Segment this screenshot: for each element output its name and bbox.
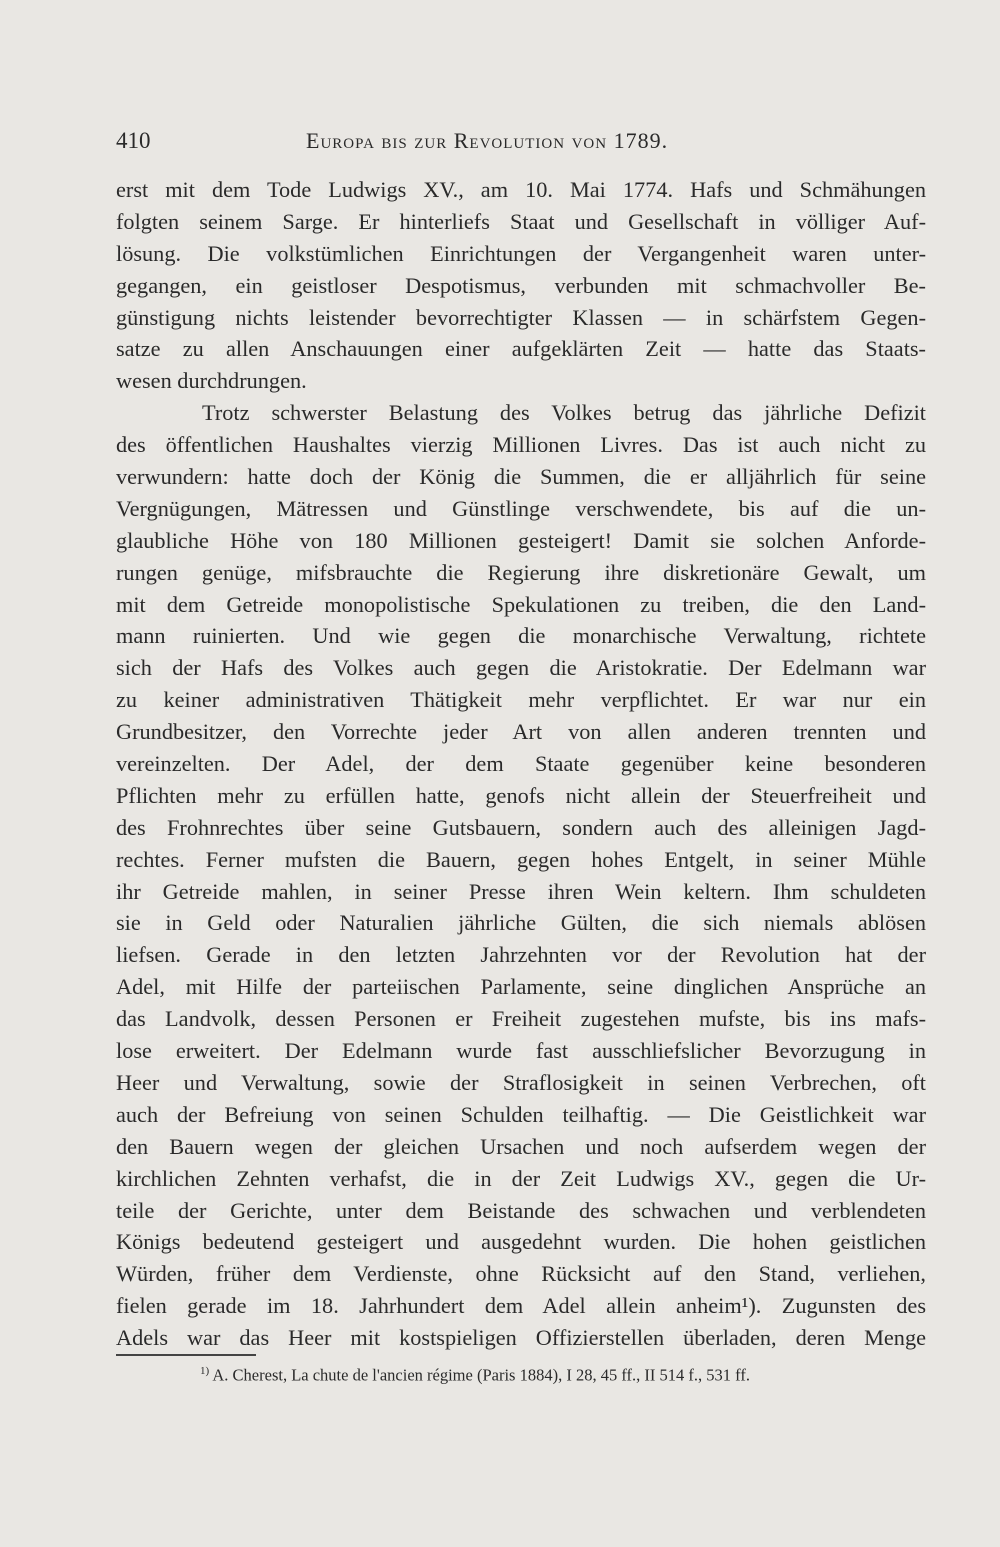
text-line: wesen durchdrungen. [116, 368, 307, 394]
text-line: teile der Gerichte, unter dem Beistande des schwachen und verblendeten [116, 1197, 926, 1223]
text-line: zu keiner administrativen Thätigkeit mehr verpflichtet. Er war nur ein [116, 687, 926, 713]
page-header [116, 126, 926, 156]
footnote [200, 1360, 940, 1387]
running-head: Europa bis zur Revolution von 1789. [306, 128, 669, 153]
text-line: sie in Geld oder Naturalien jährliche Gülten, die sich niemals ablösen [116, 910, 926, 936]
text-line: sich der Hafs des Volkes auch gegen die Aristokratie. Der Edelmann war [116, 655, 926, 681]
text-line: das Landvolk, dessen Personen er Freiheit zugestehen mufste, bis ins mafs- [116, 1006, 926, 1032]
text-line: glaubliche Höhe von 180 Millionen gesteigert! Damit sie solchen Anforde- [116, 527, 926, 553]
text-line: rungen genüge, mifsbrauchte die Regierung ihre diskretionäre Gewalt, um [116, 559, 926, 585]
text-line: Königs bedeutend gesteigert und ausgedehnt wurden. Die hohen geistlichen [116, 1229, 926, 1255]
text-line: folgten seinem Sarge. Er hinterliefs Staat und Gesellschaft in völliger Auf- [116, 208, 926, 234]
text-line: günstigung nichts leistender bevorrechtigter Klassen — in schärfstem Gegen- [116, 304, 926, 330]
text-line: den Bauern wegen der gleichen Ursachen und noch aufserdem wegen der [116, 1133, 926, 1159]
text-line: rechtes. Ferner mufsten die Bauern, gegen hohes Entgelt, in seiner Mühle [116, 846, 926, 872]
text-line: Vergnügungen, Mätressen und Günstlinge verschwendete, bis auf die un- [116, 495, 926, 521]
footnote-divider [116, 1354, 256, 1356]
text-line: Adel, mit Hilfe der parteiischen Parlamente, seine dinglichen Ansprüche an [116, 974, 926, 1000]
text-line: verwundern: hatte doch der König die Summen, die er alljährlich für seine [116, 464, 926, 490]
text-line: lose erweitert. Der Edelmann wurde fast ausschliefslicher Bevorzugung in [116, 1038, 926, 1064]
footnote-marker: 1) [200, 1365, 210, 1377]
text-line: Pflichten mehr zu erfüllen hatte, genofs nicht allein der Steuerfreiheit und [116, 782, 926, 808]
text-line: mann ruinierten. Und wie gegen die monarchische Verwaltung, richtete [116, 623, 926, 649]
body-text [116, 174, 926, 1354]
text-line: lösung. Die volkstümlichen Einrichtungen der Vergangenheit waren unter- [116, 240, 926, 266]
text-line: kirchlichen Zehnten verhafst, die in der Zeit Ludwigs XV., gegen die Ur- [116, 1165, 926, 1191]
text-line: fielen gerade im 18. Jahrhundert dem Adel allein anheim¹). Zugunsten des [116, 1293, 926, 1319]
text-line: ihr Getreide mahlen, in seiner Presse ihren Wein keltern. Ihm schuldeten [116, 878, 926, 904]
text-line: Heer und Verwaltung, sowie der Straflosigkeit in seinen Verbrechen, oft [116, 1069, 926, 1095]
text-line: liefsen. Gerade in den letzten Jahrzehnten vor der Revolution hat der [116, 942, 926, 968]
text-line: gegangen, ein geistloser Despotismus, verbunden mit schmachvoller Be- [116, 272, 926, 298]
text-line: Grundbesitzer, den Vorrechte jeder Art von allen anderen trennten und [116, 719, 926, 745]
text-line: Adels war das Heer mit kostspieligen Offizierstellen überladen, deren Menge [116, 1325, 926, 1351]
footnote-text: A. Cherest, La chute de l'ancien régime (Paris 1884), I 28, 45 ff., II 514 f., 531 ff. [212, 1365, 750, 1385]
text-line: auch der Befreiung von seinen Schulden teilhaftig. — Die Geistlichkeit war [116, 1101, 926, 1127]
text-line: Würden, früher dem Verdienste, ohne Rücksicht auf den Stand, verliehen, [116, 1261, 926, 1287]
text-line: des öffentlichen Haushaltes vierzig Millionen Livres. Das ist auch nicht zu [116, 432, 926, 458]
text-line: erst mit dem Tode Ludwigs XV., am 10. Mai 1774. Hafs und Schmähungen [116, 177, 926, 202]
text-line: satze zu allen Anschauungen einer aufgeklärten Zeit — hatte das Staats- [116, 336, 926, 362]
text-line: Trotz schwerster Belastung des Volkes betrug das jährliche Defizit [202, 400, 926, 426]
text-line: des Frohnrechtes über seine Gutsbauern, sondern auch des alleinigen Jagd- [116, 814, 926, 840]
text-line: mit dem Getreide monopolistische Spekulationen zu treiben, die den Land- [116, 591, 926, 617]
page-number: 410 [116, 128, 151, 153]
text-line: vereinzelten. Der Adel, der dem Staate gegenüber keine besonderen [116, 751, 926, 777]
